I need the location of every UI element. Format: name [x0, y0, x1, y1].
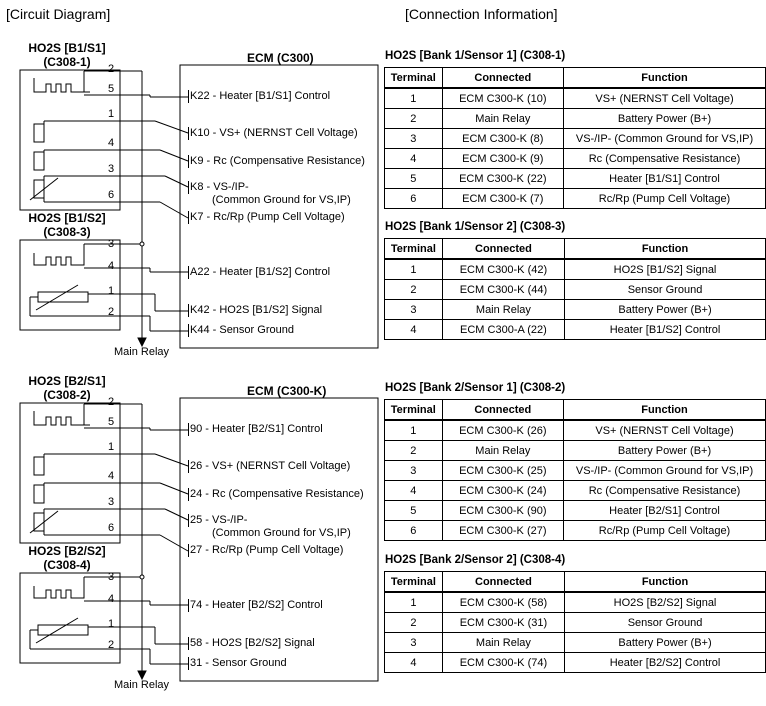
- ecm-pin-label: [188, 304, 322, 317]
- terminal-cell: 4: [385, 481, 443, 501]
- sensor2-pin-number: 4: [108, 593, 115, 605]
- terminal-cell: 4: [385, 320, 443, 340]
- connected-cell: ECM C300-K (22): [442, 169, 563, 189]
- column-header-function: Function: [564, 68, 766, 89]
- column-header-function: Function: [565, 572, 766, 593]
- ecm-pin-label: [188, 181, 351, 207]
- table-row: [385, 653, 766, 673]
- terminal-cell: 2: [385, 613, 443, 633]
- connected-cell: ECM C300-K (31): [442, 613, 564, 633]
- terminal-cell: 1: [385, 259, 443, 280]
- ecm-pin-label: [188, 324, 294, 337]
- ecm-pin-number: K42: [190, 304, 210, 316]
- column-header-terminal: Terminal: [385, 68, 443, 89]
- ecm-pin-number: K10: [190, 127, 210, 139]
- connected-cell: Main Relay: [442, 633, 564, 653]
- function-cell: Heater [B1/S1] Control: [564, 169, 766, 189]
- heater-element-s2: [34, 253, 84, 265]
- sensor2-pin-number: 1: [108, 285, 115, 297]
- function-cell: Sensor Ground: [565, 613, 766, 633]
- cell-element-rc: [34, 152, 44, 170]
- sensor1-box: [20, 70, 120, 210]
- ecm-pin-label: [188, 266, 330, 279]
- table-header-row: [385, 239, 766, 260]
- ecm-pin-number: K7: [190, 211, 204, 223]
- table-title: HO2S [Bank 1/Sensor 1] (C308-1): [385, 50, 566, 62]
- ecm-pin-number: K9: [190, 155, 204, 167]
- sensor2-pin-number: 3: [108, 238, 115, 250]
- table-row: [385, 633, 766, 653]
- sensor1-pin-number: 2: [108, 63, 115, 75]
- wire: [160, 483, 188, 494]
- variable-slash-2: [36, 285, 78, 310]
- cell-element-vs: [34, 124, 44, 142]
- ecm-pin-description: - Sensor Ground: [209, 324, 294, 336]
- table-row: [385, 88, 766, 109]
- terminal-cell: 1: [385, 420, 443, 441]
- heater-element-s1: [34, 80, 84, 92]
- ecm-pin-label: [188, 423, 323, 436]
- connected-cell: ECM C300-K (10): [442, 88, 563, 109]
- connected-cell: ECM C300-K (26): [442, 420, 563, 441]
- ecm-pin-number: 26: [190, 460, 203, 472]
- heater-element-s2: [34, 586, 84, 598]
- table-row: [385, 129, 766, 149]
- connected-cell: ECM C300-K (90): [442, 501, 563, 521]
- function-cell: Rc (Compensative Resistance): [564, 481, 766, 501]
- sensor2-connector: (C308-4): [43, 558, 91, 572]
- sensor1-pin-number: 2: [108, 396, 115, 408]
- sensor1-pin-number: 6: [108, 189, 115, 201]
- sensor1-connector: (C308-2): [43, 388, 91, 402]
- sensor2-title: HO2S [B1/S2]: [28, 211, 106, 225]
- table-row: [385, 300, 766, 320]
- table-row: [385, 169, 766, 189]
- function-cell: Battery Power (B+): [565, 633, 766, 653]
- table-row: [385, 521, 766, 541]
- table-title: HO2S [Bank 2/Sensor 2] (C308-4): [385, 554, 566, 566]
- ecm-pin-description: - Heater [B1/S1] Control: [209, 90, 331, 102]
- wire: [160, 150, 188, 161]
- ecm-pin-description: - Sensor Ground: [202, 657, 287, 669]
- sensor1-title: HO2S [B1/S1]: [28, 41, 106, 55]
- terminal-cell: 2: [385, 109, 443, 129]
- ecm-pin-description: - VS+ (NERNST Cell Voltage): [209, 127, 358, 139]
- table-row: [385, 592, 766, 613]
- column-header-terminal: Terminal: [385, 400, 443, 421]
- circuit-diagram-header: [Circuit Diagram]: [6, 6, 111, 22]
- function-cell: Heater [B2/S1] Control: [564, 501, 766, 521]
- function-cell: Battery Power (B+): [565, 300, 766, 320]
- ecm-pin-description: - VS-/IP-: [203, 181, 249, 193]
- ecm-title: ECM (C300-K): [247, 384, 327, 398]
- ecm-pin-label: [188, 460, 350, 473]
- function-cell: Heater [B1/S2] Control: [565, 320, 766, 340]
- connection-table: [384, 67, 766, 209]
- junction-dot: [140, 242, 144, 246]
- sensor2-pin-number: 4: [108, 260, 115, 272]
- ecm-pin-number: K8: [190, 181, 204, 193]
- cell-element-rc: [34, 485, 44, 503]
- sensor1-box: [20, 403, 120, 543]
- connection-table: [384, 399, 766, 541]
- ecm-pin-description: - Rc (Compensative Resistance): [203, 155, 365, 167]
- ecm-pin-description: - Rc/Rp (Pump Cell Voltage): [203, 211, 345, 223]
- connected-cell: Main Relay: [442, 300, 564, 320]
- sensor1-pin-number: 4: [108, 470, 115, 482]
- ecm-pin-number: A22: [190, 266, 210, 278]
- connected-cell: ECM C300-K (42): [442, 259, 564, 280]
- ecm-title: ECM (C300): [247, 51, 314, 65]
- terminal-cell: 4: [385, 653, 443, 673]
- sensor1-pin-number: 3: [108, 496, 115, 508]
- function-cell: Rc (Compensative Resistance): [564, 149, 766, 169]
- ecm-pin-label: [188, 599, 323, 612]
- table-row: [385, 613, 766, 633]
- connected-cell: ECM C300-K (27): [442, 521, 563, 541]
- wire: [165, 509, 188, 520]
- table-row: [385, 420, 766, 441]
- sensor2-connector: (C308-3): [43, 225, 91, 239]
- table-row: [385, 501, 766, 521]
- sensor1-connector: (C308-1): [43, 55, 91, 69]
- table-header-row: [385, 400, 766, 421]
- main-relay-arrow: [138, 338, 146, 346]
- table-row: [385, 189, 766, 209]
- terminal-cell: 2: [385, 280, 443, 300]
- wire: [155, 121, 188, 133]
- wire: [160, 535, 188, 551]
- ecm-pin-description: - Heater [B2/S1] Control: [202, 423, 323, 435]
- wire: [165, 176, 188, 187]
- terminal-cell: 6: [385, 521, 443, 541]
- sensor2-title: HO2S [B2/S2]: [28, 544, 106, 558]
- function-cell: HO2S [B1/S2] Signal: [565, 259, 766, 280]
- connection-info-header: [Connection Information]: [405, 6, 558, 22]
- ecm-pin-number: 90: [190, 423, 203, 435]
- connected-cell: ECM C300-K (44): [442, 280, 564, 300]
- column-header-connected: Connected: [442, 68, 563, 89]
- sensor1-pin-number: 6: [108, 522, 115, 534]
- connected-cell: ECM C300-K (8): [442, 129, 563, 149]
- ecm-pin-number: 31: [190, 657, 203, 669]
- terminal-cell: 5: [385, 169, 443, 189]
- sensor2-pin-number: 3: [108, 571, 115, 583]
- sensor1-pin-number: 5: [108, 83, 115, 95]
- wire: [160, 202, 188, 218]
- table-row: [385, 320, 766, 340]
- ecm-pin-label: [188, 488, 364, 501]
- table-row: [385, 461, 766, 481]
- ecm-pin-number: K22: [190, 90, 210, 102]
- ecm-pin-description: - HO2S [B2/S2] Signal: [202, 637, 315, 649]
- function-cell: VS-/IP- (Common Ground for VS,IP): [564, 461, 766, 481]
- junction-dot: [140, 575, 144, 579]
- terminal-cell: 5: [385, 501, 443, 521]
- table-row: [385, 441, 766, 461]
- function-cell: Heater [B2/S2] Control: [565, 653, 766, 673]
- connected-cell: ECM C300-K (24): [442, 481, 563, 501]
- sensor1-pin-number: 4: [108, 137, 115, 149]
- ecm-pin-number: K44: [190, 324, 210, 336]
- ecm-pin-description: - VS-/IP-: [202, 514, 248, 526]
- column-header-function: Function: [564, 400, 766, 421]
- ecm-pin-number: 25: [190, 514, 203, 526]
- variable-slash-2: [36, 618, 78, 643]
- connected-cell: ECM C300-K (74): [442, 653, 564, 673]
- function-cell: Sensor Ground: [565, 280, 766, 300]
- table-row: [385, 280, 766, 300]
- column-header-terminal: Terminal: [385, 239, 443, 260]
- terminal-cell: 3: [385, 129, 443, 149]
- sensor2-pin-number: 2: [108, 306, 115, 318]
- ecm-pin-description-line2: (Common Ground for VS,IP): [212, 194, 351, 206]
- sensor2-pin-number: 2: [108, 639, 115, 651]
- ecm-pin-label: [188, 657, 287, 670]
- main-relay-label: Main Relay: [114, 679, 170, 691]
- table-header-row: [385, 572, 766, 593]
- table-header-row: [385, 68, 766, 89]
- table-title: HO2S [Bank 2/Sensor 1] (C308-2): [385, 382, 566, 394]
- connected-cell: Main Relay: [442, 441, 563, 461]
- column-header-function: Function: [565, 239, 766, 260]
- terminal-cell: 1: [385, 592, 443, 613]
- sensor1-title: HO2S [B2/S1]: [28, 374, 106, 388]
- sensor1-pin-number: 3: [108, 163, 115, 175]
- connection-table: [384, 571, 766, 673]
- connected-cell: ECM C300-K (7): [442, 189, 563, 209]
- ecm-pin-description: - HO2S [B1/S2] Signal: [209, 304, 323, 316]
- ecm-pin-description: - Rc (Compensative Resistance): [202, 488, 364, 500]
- terminal-cell: 3: [385, 633, 443, 653]
- function-cell: VS-/IP- (Common Ground for VS,IP): [564, 129, 766, 149]
- function-cell: VS+ (NERNST Cell Voltage): [564, 420, 766, 441]
- main-relay-arrow: [138, 671, 146, 679]
- column-header-connected: Connected: [442, 572, 564, 593]
- ecm-pin-description: - Heater [B1/S2] Control: [209, 266, 331, 278]
- ecm-pin-label: [188, 90, 330, 103]
- table-title: HO2S [Bank 1/Sensor 2] (C308-3): [385, 221, 566, 233]
- sensor1-pin-number: 1: [108, 441, 115, 453]
- ecm-pin-number: 24: [190, 488, 203, 500]
- connected-cell: ECM C300-K (9): [442, 149, 563, 169]
- ecm-pin-label: [188, 637, 315, 650]
- connected-cell: ECM C300-K (25): [442, 461, 563, 481]
- terminal-cell: 3: [385, 461, 443, 481]
- heater-element-s1: [34, 413, 84, 425]
- ecm-pin-label: [188, 211, 345, 224]
- ecm-pin-number: 58: [190, 637, 203, 649]
- function-cell: Rc/Rp (Pump Cell Voltage): [564, 189, 766, 209]
- ecm-pin-number: 74: [190, 599, 203, 611]
- sensor1-pin-number: 1: [108, 108, 115, 120]
- function-cell: Battery Power (B+): [564, 109, 766, 129]
- column-header-terminal: Terminal: [385, 572, 443, 593]
- function-cell: Rc/Rp (Pump Cell Voltage): [564, 521, 766, 541]
- ecm-pin-number: 27: [190, 544, 203, 556]
- function-cell: HO2S [B2/S2] Signal: [565, 592, 766, 613]
- table-row: [385, 109, 766, 129]
- ecm-pin-description-line2: (Common Ground for VS,IP): [212, 527, 351, 539]
- terminal-cell: 3: [385, 300, 443, 320]
- ecm-pin-label: [188, 127, 358, 140]
- connection-table: [384, 238, 766, 340]
- ecm-pin-label: [188, 514, 351, 540]
- ecm-pin-label: [188, 155, 365, 168]
- ecm-pin-description: - Rc/Rp (Pump Cell Voltage): [202, 544, 344, 556]
- terminal-cell: 1: [385, 88, 443, 109]
- terminal-cell: 2: [385, 441, 443, 461]
- connected-cell: ECM C300-K (58): [442, 592, 564, 613]
- sensor2-pin-number: 1: [108, 618, 115, 630]
- ecm-pin-description: - Heater [B2/S2] Control: [202, 599, 323, 611]
- sensor1-pin-number: 5: [108, 416, 115, 428]
- function-cell: Battery Power (B+): [564, 441, 766, 461]
- cell-element-vs: [34, 457, 44, 475]
- table-row: [385, 481, 766, 501]
- terminal-cell: 4: [385, 149, 443, 169]
- connected-cell: Main Relay: [442, 109, 563, 129]
- table-row: [385, 149, 766, 169]
- column-header-connected: Connected: [442, 400, 563, 421]
- ecm-pin-description: - VS+ (NERNST Cell Voltage): [202, 460, 351, 472]
- terminal-cell: 6: [385, 189, 443, 209]
- function-cell: VS+ (NERNST Cell Voltage): [564, 88, 766, 109]
- table-row: [385, 259, 766, 280]
- connected-cell: ECM C300-A (22): [442, 320, 564, 340]
- wire: [155, 454, 188, 466]
- column-header-connected: Connected: [442, 239, 564, 260]
- main-relay-label: Main Relay: [114, 346, 170, 358]
- ecm-pin-label: [188, 544, 343, 557]
